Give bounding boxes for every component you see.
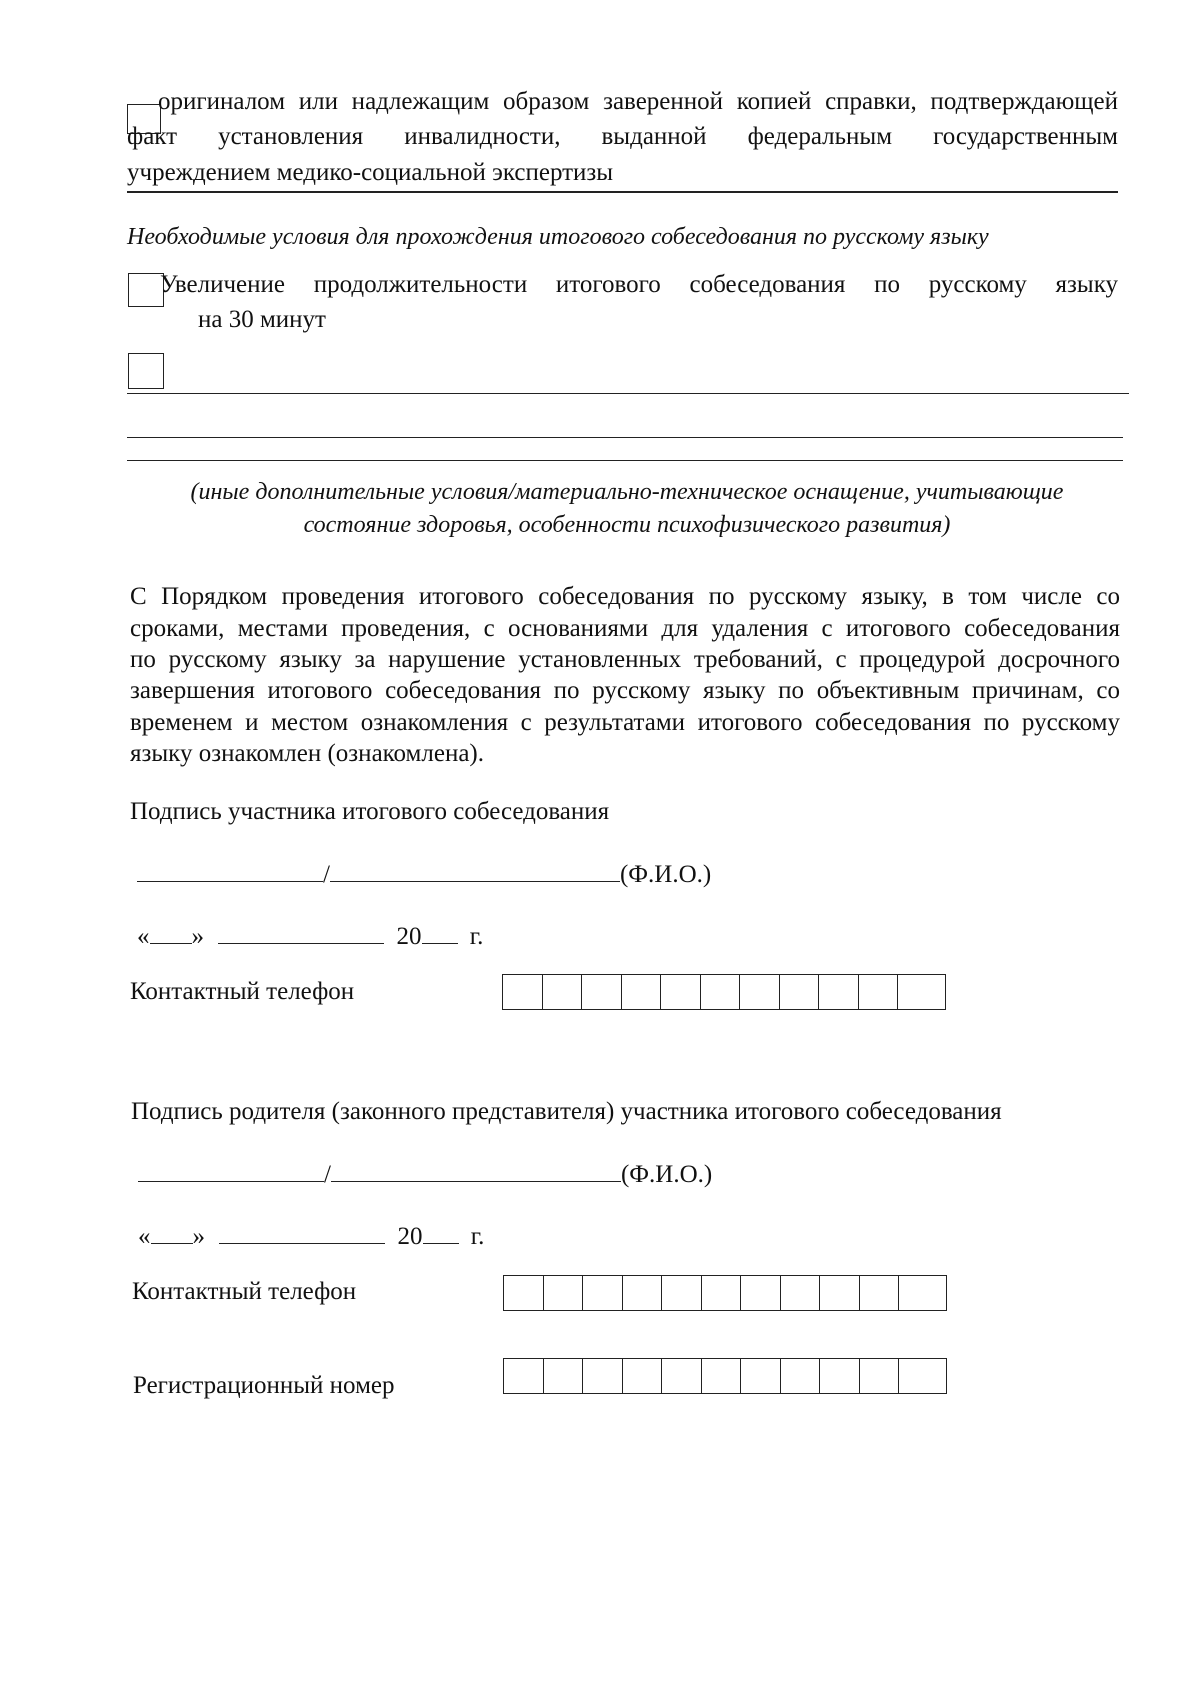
parent-signature-label: Подпись родителя (законного представителя) участника итогового собеседования	[131, 1098, 1002, 1125]
phone-cell[interactable]	[899, 1276, 939, 1310]
parent-phone-label: Контактный телефон	[132, 1278, 357, 1305]
reg-cell[interactable]	[899, 1359, 939, 1393]
extra-time-label-line1: Увеличение продолжительности итогового собеседования по русскому языку	[160, 271, 1118, 298]
participant-signature-field[interactable]	[137, 855, 323, 882]
phone-cell[interactable]	[583, 1276, 623, 1310]
ack-line1: С Порядком проведения итогового собеседования по русскому языку, в том числе со	[130, 583, 1120, 610]
participant-year-suffix: г.	[469, 923, 484, 950]
ack-line2: сроками, местами проведения, с основаниями для удаления с итогового собеседования	[130, 615, 1120, 642]
parent-date-row	[138, 1217, 484, 1254]
participant-day-field[interactable]	[150, 917, 192, 944]
parent-year-suffix: г.	[470, 1223, 485, 1250]
participant-phone-label: Контактный телефон	[130, 978, 355, 1005]
parent-year-prefix: 20	[397, 1223, 423, 1250]
reg-cell[interactable]	[583, 1359, 623, 1393]
participant-date-row	[137, 917, 483, 954]
other-conditions-line-2[interactable]	[127, 437, 1123, 438]
certificate-text-line2: факт установления инвалидности, выданной федеральным государственным	[127, 123, 1118, 150]
participant-date-open-quote: «	[137, 923, 150, 950]
ack-line5: временем и местом ознакомления с результатами итогового собеседования по русскому	[130, 709, 1120, 736]
phone-cell[interactable]	[741, 1276, 781, 1310]
parent-fio-field[interactable]	[331, 1155, 621, 1182]
parent-day-field[interactable]	[151, 1217, 193, 1244]
phone-cell[interactable]	[702, 1276, 742, 1310]
reg-cell[interactable]	[860, 1359, 900, 1393]
phone-cell[interactable]	[503, 975, 543, 1009]
phone-cell[interactable]	[819, 975, 859, 1009]
other-conditions-caption-line2: состояние здоровья, особенности психофизического развития)	[303, 512, 951, 538]
participant-year-prefix: 20	[396, 923, 422, 950]
other-conditions-line-1[interactable]	[127, 393, 1129, 394]
phone-cell[interactable]	[701, 975, 741, 1009]
reg-cell[interactable]	[623, 1359, 663, 1393]
participant-date-close-quote: »	[191, 923, 204, 950]
parent-slash: /	[324, 1161, 331, 1188]
phone-cell[interactable]	[544, 1276, 584, 1310]
phone-cell[interactable]	[582, 975, 622, 1009]
reg-cell[interactable]	[544, 1359, 584, 1393]
reg-cell[interactable]	[820, 1359, 860, 1393]
registration-number-label: Регистрационный номер	[133, 1372, 395, 1399]
reg-cell[interactable]	[504, 1359, 544, 1393]
registration-number-cells[interactable]	[503, 1358, 947, 1394]
reg-cell[interactable]	[741, 1359, 781, 1393]
participant-slash: /	[323, 861, 330, 888]
parent-year-field[interactable]	[423, 1217, 459, 1244]
extra-time-checkbox[interactable]	[128, 273, 164, 307]
reg-cell[interactable]	[781, 1359, 821, 1393]
phone-cell[interactable]	[662, 1276, 702, 1310]
other-conditions-checkbox[interactable]	[128, 353, 164, 389]
phone-cell[interactable]	[504, 1276, 544, 1310]
participant-fio-field[interactable]	[330, 855, 620, 882]
phone-cell[interactable]	[860, 1276, 900, 1310]
participant-signature-label: Подпись участника итогового собеседования	[130, 798, 610, 825]
certificate-text-line1: оригиналом или надлежащим образом заверенной копией справки, подтверждающей	[158, 88, 1118, 115]
phone-cell[interactable]	[781, 1276, 821, 1310]
parent-phone-cells[interactable]	[503, 1275, 947, 1311]
phone-cell[interactable]	[780, 975, 820, 1009]
certificate-text-line3: учреждением медико-социальной экспертизы	[127, 159, 614, 186]
reg-cell[interactable]	[702, 1359, 742, 1393]
ack-line4: завершения итогового собеседования по русскому языку по объективным причинам, со	[130, 677, 1120, 704]
ack-line6: языку ознакомлен (ознакомлена).	[130, 740, 485, 767]
participant-month-field[interactable]	[218, 917, 384, 944]
other-conditions-caption-line1: (иные дополнительные условия/материально-техническое оснащение, учитывающие	[190, 479, 1064, 505]
section-divider	[127, 191, 1118, 193]
phone-cell[interactable]	[661, 975, 701, 1009]
parent-signature-field[interactable]	[138, 1155, 324, 1182]
participant-year-field[interactable]	[422, 917, 458, 944]
participant-signature-row	[137, 855, 711, 892]
other-conditions-line-3[interactable]	[127, 460, 1123, 461]
reg-cell[interactable]	[662, 1359, 702, 1393]
ack-line3: по русскому языку за нарушение установленных требований, с процедурой досрочного	[130, 646, 1120, 673]
parent-month-field[interactable]	[219, 1217, 385, 1244]
conditions-heading: Необходимые условия для прохождения итогового собеседования по русскому языку	[127, 224, 989, 250]
phone-cell[interactable]	[820, 1276, 860, 1310]
phone-cell[interactable]	[622, 975, 662, 1009]
phone-cell[interactable]	[898, 975, 938, 1009]
participant-phone-cells[interactable]	[502, 974, 946, 1010]
extra-time-label-line2: на 30 минут	[198, 306, 326, 333]
parent-date-close-quote: »	[192, 1223, 205, 1250]
parent-signature-row	[138, 1155, 712, 1192]
phone-cell[interactable]	[740, 975, 780, 1009]
participant-fio-label: (Ф.И.О.)	[619, 861, 712, 888]
phone-cell[interactable]	[543, 975, 583, 1009]
phone-cell[interactable]	[859, 975, 899, 1009]
parent-date-open-quote: «	[138, 1223, 151, 1250]
parent-fio-label: (Ф.И.О.)	[620, 1161, 713, 1188]
phone-cell[interactable]	[623, 1276, 663, 1310]
